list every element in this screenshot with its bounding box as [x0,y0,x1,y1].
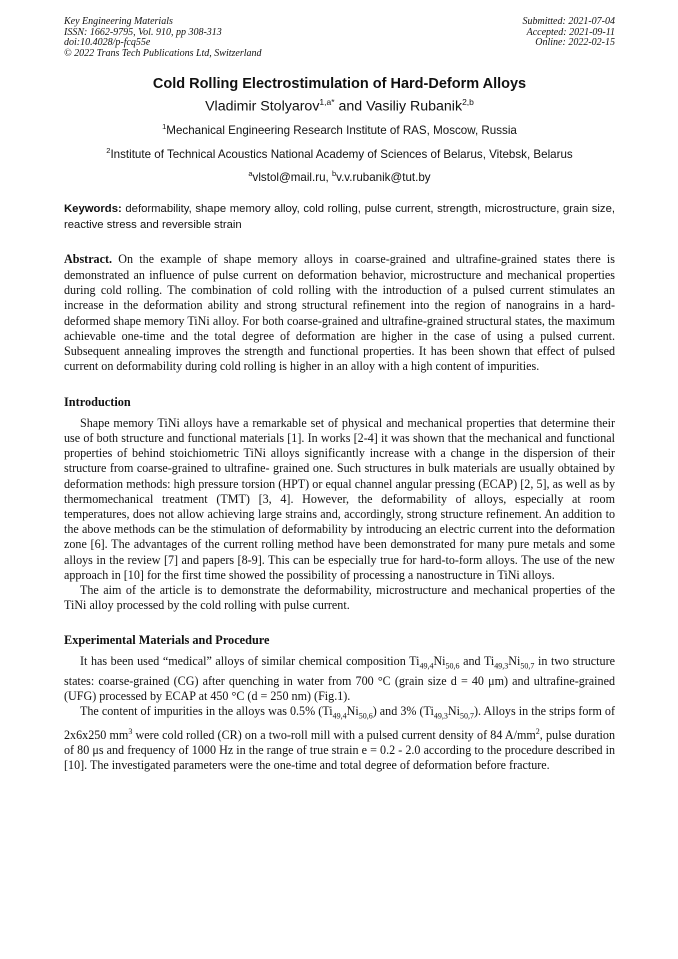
email-marker: a [248,169,253,179]
issn-line: ISSN: 1662-9795, Vol. 910, pp 308-313 [64,26,222,38]
author-name: Vasiliy Rubanik [366,98,463,115]
section-heading-experimental: Experimental Materials and Procedure [64,633,270,648]
author-affiliation-marker: 2,b [462,97,474,107]
text-run: ) and 3% (Ti [372,704,434,719]
subscript: 49,3 [494,661,509,671]
abstract-section [64,252,615,374]
superscript: 2 [535,726,540,736]
author-list [64,97,615,115]
email-link[interactable]: vlstol@mail.ru, [252,171,332,185]
text-run: were cold rolled (CR) on a two-roll mill with a pulsed current density of 84 A/mm [132,727,536,742]
affiliation-marker: 1 [162,121,167,131]
subscript: 49,4 [332,711,347,721]
author-affiliation-marker: 1,a* [319,97,335,107]
subscript: 49,3 [433,711,448,721]
paragraph: The aim of the article is to demonstrate the deformability, microstructure and mechanical properties of the TiNi alloy processed by the cold rolling with pulse current. [64,582,615,613]
text-run: , pulse duration of 80 μs and frequency of 1000 Hz in the range of true strain e = 0.2 - 2.0 according to the procedure described in [10]. The investigated parameters were the one-time and total degree of deformation before fracture. [64,727,616,773]
copyright-line: © 2022 Trans Tech Publications Ltd, Switzerland [64,47,262,59]
journal-name: Key Engineering Materials [64,16,173,27]
doi-line[interactable]: doi:10.4028/p-fcq55e [64,37,151,48]
subscript: 50,7 [520,661,535,671]
affiliation-marker: 2 [106,145,111,155]
email-marker: b [331,169,337,179]
text-run: The content of impurities in the alloys was 0.5% (Ti [80,704,333,719]
publication-dates [523,17,616,59]
affiliation-2 [64,146,615,161]
abstract-label: Abstract. [64,252,113,267]
abstract-text: On the example of shape memory alloys in coarse-grained and ultrafine-grained states there is demonstrated an influence of pulse current on deformation behavior, microstructure and mechanical properties during cold rolling. The combination of cold rolling with the introduction of a pulsed current stimulates an increase in the deformation ability and strong structural refinement into the region of nanograins in a hard-deformed shape memory TiNi alloy. For both coarse-grained and ultrafine-grained structural states, the maximum achievable one-time and the total degree of deformation are higher in the case of using a pulsed current. Subsequent annealing improves the strength and functional properties. It has been shown that effect of pulsed current on deformability during cold rolling is higher in an alloy with a high content of impurities. [64,252,615,374]
keywords-section [64,202,615,233]
keywords-text: deformability, shape memory alloy, cold rolling, pulse current, strength, microstructure, grain size, reactive stress and reversible strain [64,203,615,231]
affiliation-text: Mechanical Engineering Research Institute of RAS, Moscow, Russia [166,123,517,137]
subscript: 50,6 [445,661,460,671]
superscript: 3 [128,726,133,736]
author-separator: and [334,98,367,115]
section-heading-introduction: Introduction [64,394,131,409]
text-run: ). Alloys in the strips form of 2x6x250 mm [64,704,616,742]
affiliation-text: Institute of Technical Acoustics National Academy of Sciences of Belarus, Vitebsk, Belarus [110,147,573,161]
paragraph [64,704,615,773]
accepted-date: Accepted: 2021-09-11 [526,26,615,38]
subscript: 49,4 [419,661,434,671]
paragraph [64,654,615,704]
journal-info [64,17,262,59]
author-emails [64,169,615,184]
paper-title: Cold Rolling Electrostimulation of Hard-Deform Alloys [152,76,527,92]
text-run: and Ti [459,654,495,669]
author-name: Vladimir Stolyarov [205,98,320,115]
email-link[interactable]: v.v.rubanik@tut.by [336,171,431,185]
text-run: in two structure states: coarse-grained (CG) after quenching in water from 700 °C (grain size d = 40 μm) and ultrafine-grained (UFG) processed by ECAP at 450 °C (d = 250 nm) (Fig.1). [64,654,615,704]
online-date: Online: 2022-02-15 [535,37,615,48]
text-run: Ni [346,704,359,719]
text-run: Ni [433,654,446,669]
keywords-label: Keywords: [64,203,122,216]
paragraph: Shape memory TiNi alloys have a remarkable set of physical and mechanical properties that determine their use of both structure and functional materials [1]. In works [2-4] it was shown that the mechanical and functional properties of behind stoichiometric TiNi alloys significantly increase with a change in the dispersion of their structure from coarse-grained to ultrafine- grained one. Such structures in bulk materials are usually obtained by deformation methods: high pressure torsion (HPT) or equal channel angular pressing (ECAP) [2, 5], as well as by thermomechanical treatment (TMT) [3, 4]. However, the deformability of alloys, especially at room temperatures, does not allow achieving large strains and, accordingly, strong structure refinement. An addition to the above methods can be the stimulation of deformability by introducing an electric current into the deformation zone [6]. The advantages of the current rolling method have been demonstrated for many pure metals and some alloys in the review [7] and papers [8-9]. This can be especially true for hard-to-form alloys. The use of the new approach in [10] for the first time showed the possibility of processing a nanostructure in TiNi alloys. [64,415,615,582]
text-run: It has been used “medical” alloys of similar chemical composition Ti [80,654,420,669]
submitted-date: Submitted: 2021-07-04 [522,16,615,27]
subscript: 50,6 [358,711,373,721]
affiliation-1 [64,122,615,137]
journal-header [64,17,615,59]
text-run: Ni [508,654,521,669]
text-run: Ni [447,704,460,719]
subscript: 50,7 [459,711,474,721]
